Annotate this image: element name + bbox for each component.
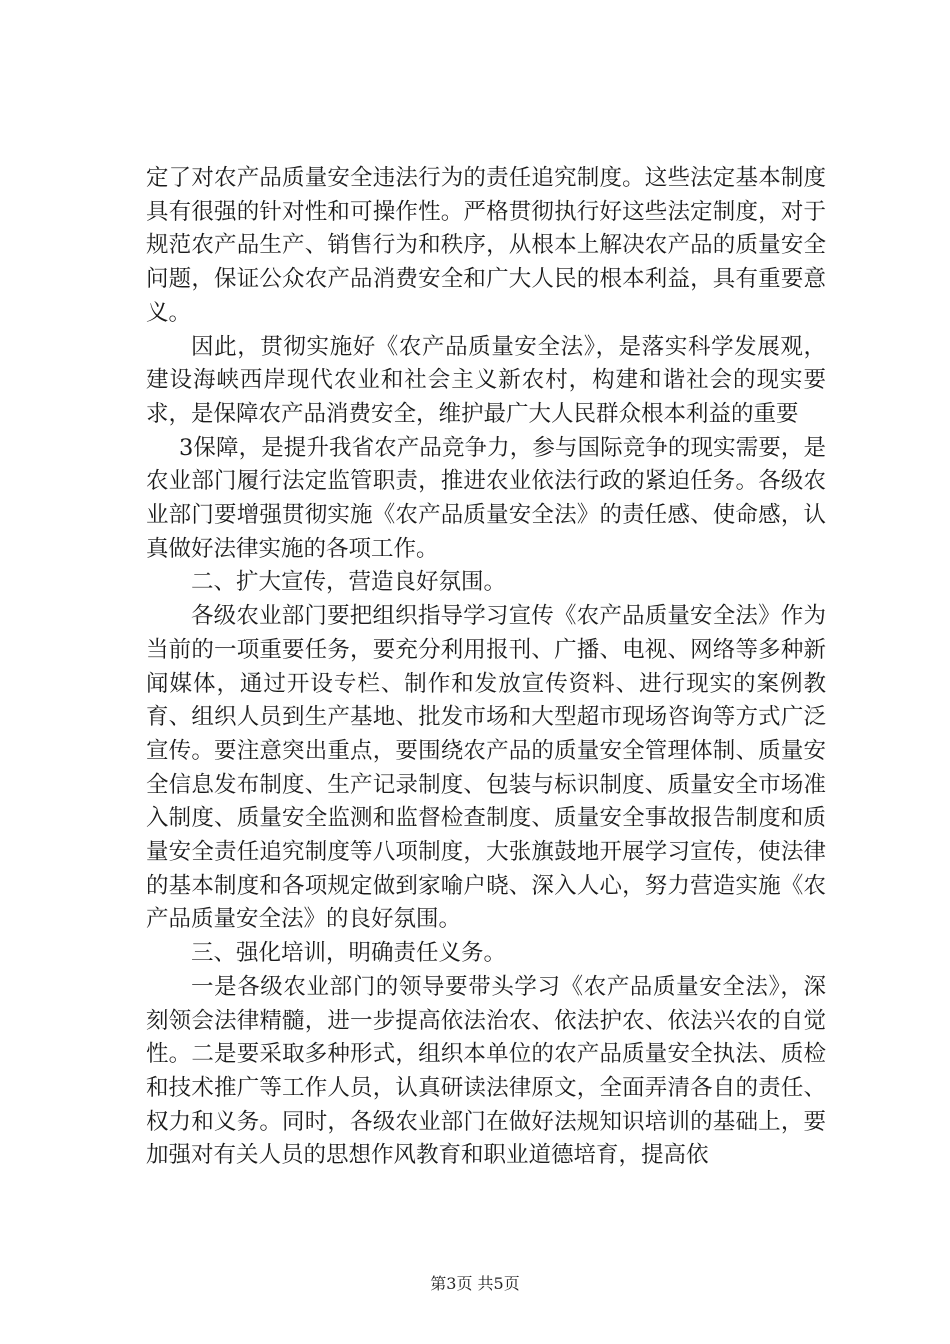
document-body: [146, 162, 826, 1173]
paragraph-legal-system-significance: 定了对农产品质量安全违法行为的责任追究制度。这些法定基本制度具有很强的针对性和可操作性。严格贯彻执行好这些法定制度，对于规范农产品生产、销售行为和秩序，从根本上解决农产品的质量安全问题，保证公众农产品消费安全和广大人民的根本利益，具有重要意义。: [146, 165, 826, 326]
page-number-footer: 第3页 共5页: [430, 1274, 520, 1293]
paragraph-publicity-measures: 各级农业部门要把组织指导学习宣传《农产品质量安全法》作为当前的一项重要任务，要充分利用报刊、广播、电视、网络等多种新闻媒体，通过开设专栏、制作和发放宣传资料、进行现实的案例教育、组织人员到生产基地、批发市场和大型超市现场咨询等方式广泛宣传。要注意突出重点，要围绕农产品的质量安全管理体制、质量安全信息发布制度、生产记录制度、包装与标识制度、质量安全市场准入制度、质量安全监测和监督检查制度、质量安全事故报告制度和质量安全责任追究制度等八项制度，大张旗鼓地开展学习宣传，使法律的基本制度和各项规定做到家喻户晓、深入人心，努力营造实施《农产品质量安全法》的良好氛围。: [146, 603, 826, 933]
section-heading-training: 三、强化培训，明确责任义务。: [191, 940, 507, 967]
paragraph-training-measures: 一是各级农业部门的领导要带头学习《农产品质量安全法》，深刻领会法律精髓，进一步提高依法治农、依法护农、依法兴农的自觉性。二是要采取多种形式，组织本单位的农产品质量安全执法、质检和技术推广等工作人员，认真研读法律原文，全面弄清各自的责任、权力和义务。同时，各级农业部门在做好法规知识培训的基础上，要加强对有关人员的思想作风教育和职业道德培育，提高依: [146, 973, 826, 1169]
paragraph-implementation-requirements: 因此，贯彻实施好《农产品质量安全法》，是落实科学发展观，建设海峡西岸现代农业和社会主义新农村，构建和谐社会的现实要求，是保障农产品消费安全，维护最广大人民群众根本利益的重要: [146, 333, 826, 427]
paragraph-competitiveness-tasks: 3保障，是提升我省农产品竞争力，参与国际竞争的现实需要，是农业部门履行法定监管职责，推进农业依法行政的紧迫任务。各级农业部门要增强贯彻实施《农产品质量安全法》的责任感、使命感，认真做好法律实施的各项工作。: [146, 434, 826, 562]
section-heading-publicity: 二、扩大宣传，营造良好氛围。: [191, 569, 507, 596]
